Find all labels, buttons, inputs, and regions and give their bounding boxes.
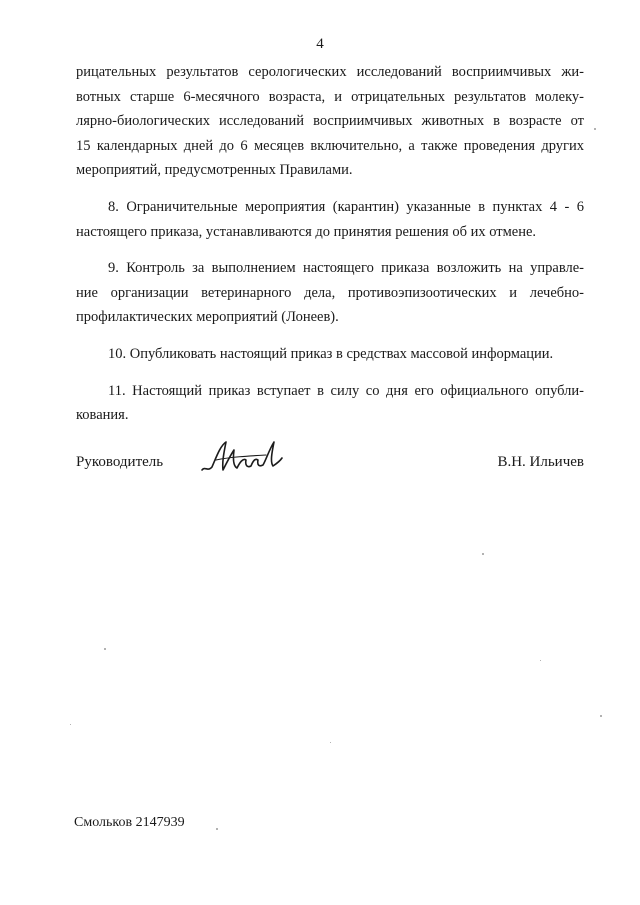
signatory-name: В.Н. Ильичев [497,454,584,470]
item-9-line: профилактических мероприятий (Лонеев). [76,309,339,326]
scan-speck [600,715,602,717]
paragraph-line: вотных старше 6-месячного возраста, и отрицательных результатов молеку- [76,88,584,105]
paragraph-line: лярно-биологических исследований восприимчивых животных в возрасте от [76,113,584,130]
paragraph-line: рицательных результатов серологических исследований восприимчивых жи- [76,64,584,80]
handwritten-signature-icon [196,436,286,482]
item-10-line: 10. Опубликовать настоящий приказ в средствах массовой информации. [108,345,554,362]
paragraph-gap [76,183,584,195]
signatory-role: Руководитель [76,454,164,470]
paragraph-line: мероприятий, предусмотренных Правилами. [76,162,353,179]
item-11-line: 11. Настоящий приказ вступает в силу со дня его официального опубли- [108,382,584,399]
paragraph-gap [76,244,584,256]
executor-note: Смольков 2147939 [74,815,185,830]
document-body [76,60,584,428]
item-8-line: 8. Ограничительные мероприятия (карантин) указанные в пунктах 4 - 6 [108,198,584,215]
page-number: 4 [316,36,324,52]
paragraph-line: 15 календарных дней до 6 месяцев включительно, а также проведения других [76,137,584,154]
scan-speck [70,724,71,725]
scan-speck [594,128,596,130]
scan-speck [216,828,218,830]
item-8-line: настоящего приказа, устанавливаются до принятия решения об их отмене. [76,223,537,240]
scan-speck [540,660,541,661]
scan-speck [482,553,484,555]
item-11-line: кования. [76,407,129,424]
scan-speck [104,648,106,650]
scan-speck [330,742,331,743]
signature-block [76,450,584,490]
item-9-line: 9. Контроль за выполнением настоящего приказа возложить на управле- [108,260,584,277]
item-9-line: ние организации ветеринарного дела, противоэпизоотических и лечебно- [76,284,584,301]
paragraph-gap [76,330,584,342]
paragraph-gap [76,367,584,379]
